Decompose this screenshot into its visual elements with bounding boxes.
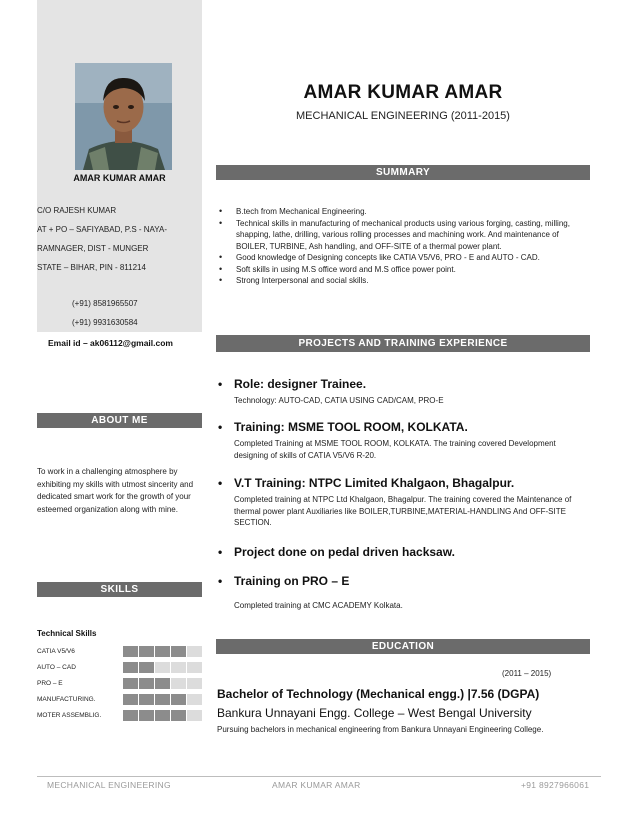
phone-number: (+91) 9931630584 xyxy=(72,318,138,327)
footer-divider xyxy=(37,776,601,777)
project-item xyxy=(218,574,590,612)
skill-level-box xyxy=(155,710,170,721)
project-description: Completed training at NTPC Ltd Khalgaon, Bhagalpur. The training covered the Maintenance of thermal power plant Auxiliaries like BOILER,TURBINE,MATERIAL-HANDLING And OFF-SITE SECTION. xyxy=(234,495,572,527)
project-item xyxy=(218,545,590,559)
project-title: • Training: MSME TOOL ROOM, KOLKATA. xyxy=(218,420,590,434)
profile-photo xyxy=(75,63,172,170)
skill-level-box xyxy=(187,694,202,705)
skill-level-box xyxy=(171,662,186,673)
skill-level-box xyxy=(171,710,186,721)
skill-level-meter xyxy=(123,710,202,721)
skill-label: MANUFACTURING. xyxy=(37,696,96,703)
address-line: STATE – BIHAR, PIN - 811214 xyxy=(37,263,146,272)
project-description: Completed Training at MSME TOOL ROOM, KOLKATA. The training covered Development designing of skills of CATIA V5/V6 R-20. xyxy=(234,439,556,460)
project-title: • V.T Training: NTPC Limited Khalgaon, Bhagalpur. xyxy=(218,476,590,490)
skill-label: AUTO – CAD xyxy=(37,664,76,671)
summary-item: • B.tech from Mechanical Engineering. xyxy=(218,206,590,218)
skill-level-box xyxy=(123,662,138,673)
footer-center: AMAR KUMAR AMAR xyxy=(272,780,361,790)
about-me-heading: ABOUT ME xyxy=(37,413,202,428)
skill-level-box xyxy=(187,678,202,689)
skill-level-box xyxy=(171,694,186,705)
skill-level-box xyxy=(155,678,170,689)
skill-level-meter xyxy=(123,662,202,673)
project-item xyxy=(218,377,590,407)
skill-level-box xyxy=(171,678,186,689)
skill-level-box xyxy=(123,710,138,721)
skill-row xyxy=(37,646,207,657)
summary-item: • Good knowledge of Designing concepts like CATIA V5/V6, PRO - E and AUTO - CAD. xyxy=(218,252,590,264)
skill-label: CATIA V5/V6 xyxy=(37,648,75,655)
skill-level-box xyxy=(187,710,202,721)
education-years: (2011 – 2015) xyxy=(502,669,552,678)
resume-name: AMAR KUMAR AMAR xyxy=(303,82,503,103)
skills-heading: SKILLS xyxy=(37,582,202,597)
skill-level-meter xyxy=(123,646,202,657)
education-degree: Bachelor of Technology (Mechanical engg.) |7.56 (DGPA) xyxy=(217,687,540,701)
skill-level-box xyxy=(123,694,138,705)
sidebar-name: AMAR KUMAR AMAR xyxy=(73,173,166,183)
skill-level-box xyxy=(187,646,202,657)
about-me-text: To work in a challenging atmosphere by exhibiting my skills with utmost sincerity and dedicated smart work for the growth of your esteemed organization along with mine. xyxy=(37,467,194,514)
skill-level-meter xyxy=(123,694,202,705)
skill-row xyxy=(37,694,207,705)
summary-item: • Soft skills in using M.S office word and M.S office power point. xyxy=(218,264,590,276)
skill-level-box xyxy=(155,662,170,673)
skill-row xyxy=(37,710,207,721)
education-college: Bankura Unnayani Engg. College – West Bengal University xyxy=(217,706,532,720)
projects-heading: PROJECTS AND TRAINING EXPERIENCE xyxy=(216,335,590,352)
summary-heading: SUMMARY xyxy=(216,165,590,180)
skill-level-box xyxy=(139,710,154,721)
project-description: Completed training at CMC ACADEMY Kolkata. xyxy=(234,601,403,610)
skill-level-box xyxy=(171,646,186,657)
summary-item: • Strong Interpersonal and social skills. xyxy=(218,275,590,287)
skill-level-box xyxy=(139,662,154,673)
skill-level-meter xyxy=(123,678,202,689)
project-title: • Role: designer Trainee. xyxy=(218,377,590,391)
skill-level-box xyxy=(187,662,202,673)
phone-number: (+91) 8581965507 xyxy=(72,299,138,308)
skill-level-box xyxy=(155,646,170,657)
skill-level-box xyxy=(139,678,154,689)
project-title: • Training on PRO – E xyxy=(218,574,590,588)
footer-right: +91 8927966061 xyxy=(521,780,590,790)
address-line: RAMNAGER, DIST - MUNGER xyxy=(37,244,149,253)
project-item xyxy=(218,420,590,461)
footer-left: MECHANICAL ENGINEERING xyxy=(47,780,171,790)
skill-level-box xyxy=(139,694,154,705)
skill-level-box xyxy=(123,678,138,689)
project-description: Technology: AUTO-CAD, CATIA USING CAD/CAM, PRO-E xyxy=(234,396,444,405)
project-item xyxy=(218,476,590,529)
skill-label: PRO – E xyxy=(37,680,63,687)
technical-skills-title: Technical Skills xyxy=(37,629,97,638)
address-line: AT + PO – SAFIYABAD, P.S - NAYA- xyxy=(37,225,168,234)
address-line: C/O RAJESH KUMAR xyxy=(37,206,117,215)
summary-list xyxy=(218,206,590,287)
skill-level-box xyxy=(139,646,154,657)
skill-label: MOTER ASSEMBLIG. xyxy=(37,712,102,719)
email-address: Email id – ak06112@gmail.com xyxy=(48,338,173,348)
education-heading: EDUCATION xyxy=(216,639,590,654)
skill-row xyxy=(37,678,207,689)
summary-item: • Technical skills in manufacturing of mechanical products using various forging, casting, milling, shapping, lathe, drilling, various rolling processes and machining work. And maintenance of BOILER, TURBINE, Ash handling, and OFF-SITE of a thermal power plant. xyxy=(218,218,590,253)
education-description: Pursuing bachelors in mechanical engineering from Bankura Unnayani Engineering College. xyxy=(217,725,544,734)
resume-subtitle: MECHANICAL ENGINEERING (2011-2015) xyxy=(296,110,510,122)
skill-row xyxy=(37,662,207,673)
skill-level-box xyxy=(155,694,170,705)
project-title: • Project done on pedal driven hacksaw. xyxy=(218,545,590,559)
skill-level-box xyxy=(123,646,138,657)
